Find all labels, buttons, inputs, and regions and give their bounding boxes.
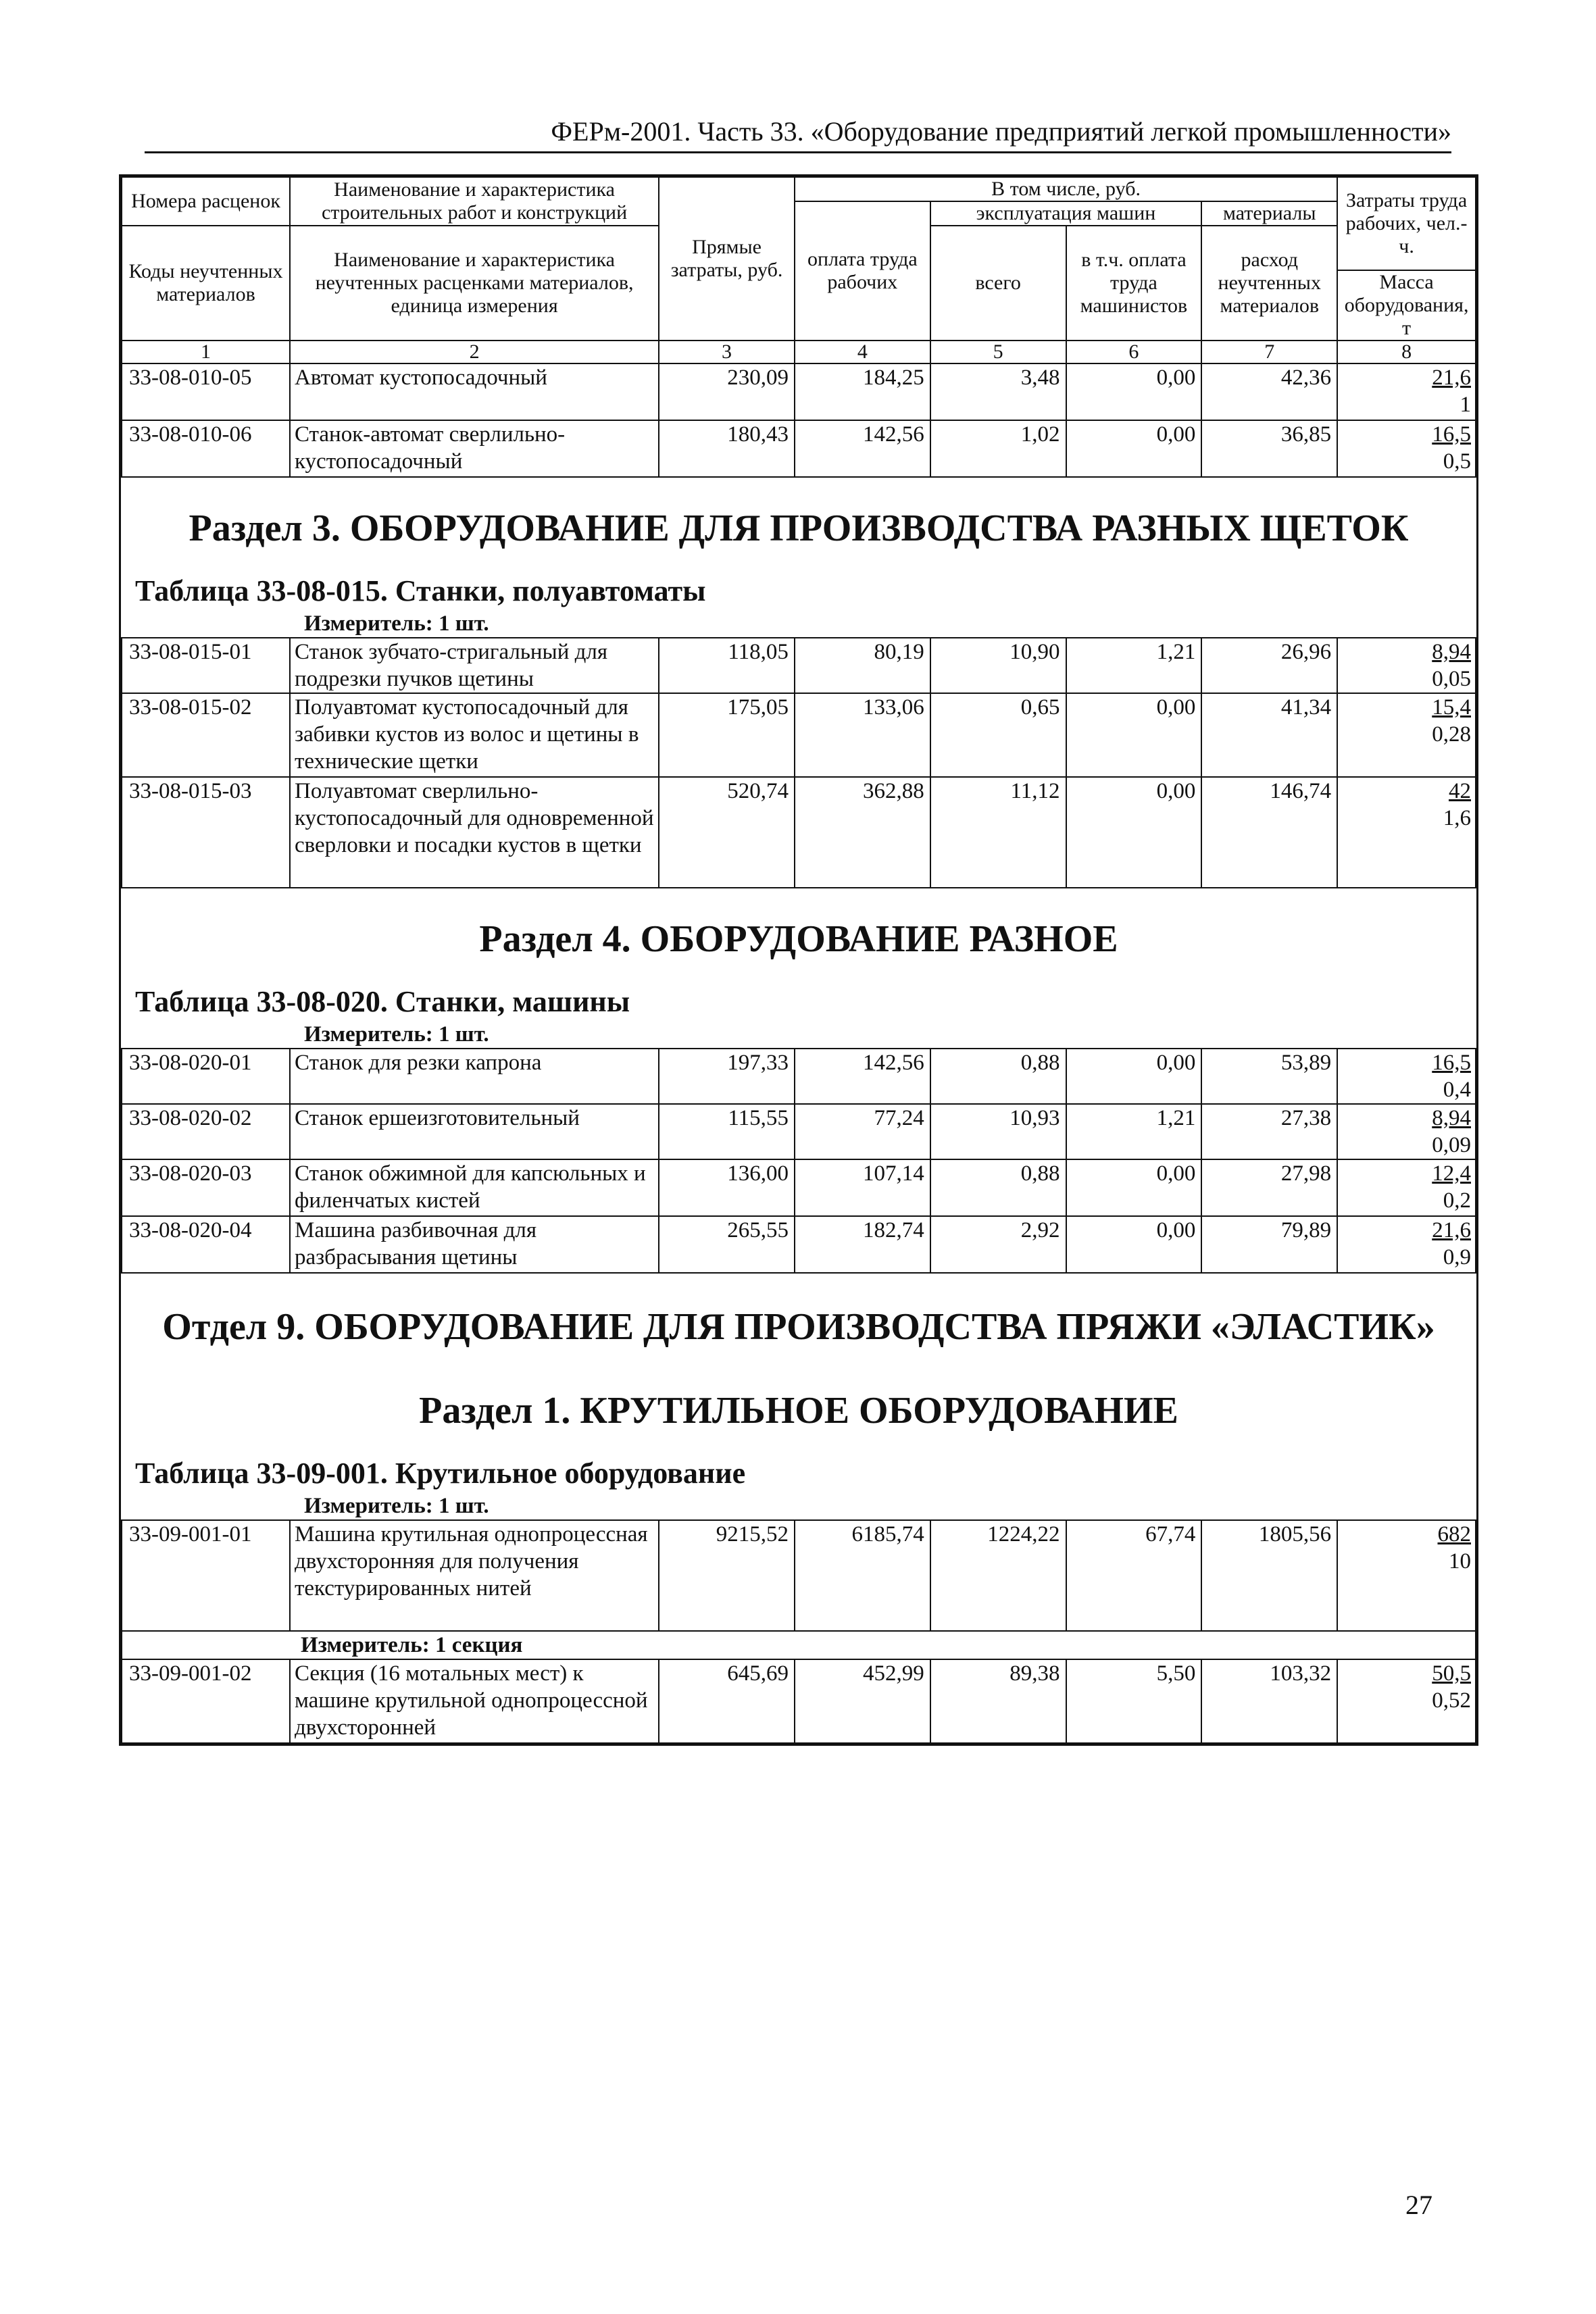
labor-hours: 21,6 (1432, 366, 1471, 390)
equipment-mass: 0,9 (1443, 1245, 1471, 1269)
work-name: Станок обжимной для капсюльных и филенчатых кистей (290, 1159, 659, 1216)
col-header-machines-total: всего (930, 226, 1066, 341)
machines-total: 0,88 (930, 1159, 1066, 1216)
page-number: 27 (1405, 2190, 1432, 2220)
labor-hours: 8,94 (1432, 1106, 1471, 1130)
materials: 27,38 (1201, 1104, 1337, 1159)
labor-mass-cell (1337, 363, 1476, 420)
rate-code: 33-09-001-02 (122, 1659, 290, 1743)
direct-costs: 136,00 (659, 1159, 795, 1216)
table-row (122, 420, 1476, 477)
labor-mass-cell (1337, 1520, 1476, 1631)
work-name: Автомат кустопосадочный (290, 363, 659, 420)
table-row (122, 1659, 1476, 1743)
labor-pay: 142,56 (795, 1049, 930, 1104)
labor-hours: 50,5 (1432, 1661, 1471, 1686)
labor-hours: 16,5 (1432, 1051, 1471, 1075)
work-name: Станок ершеизготовительный (290, 1104, 659, 1159)
section-3-title: Раздел 3. ОБОРУДОВАНИЕ ДЛЯ ПРОИЗВОДСТВА РАЗНЫХ ЩЕТОК (189, 507, 1409, 549)
machines-labor: 1,21 (1066, 638, 1202, 693)
labor-mass-cell (1337, 420, 1476, 477)
work-name: Секция (16 мотальных мест) к машине крутильной однопроцессной двухсторонней (290, 1659, 659, 1743)
direct-costs: 9215,52 (659, 1520, 795, 1631)
machines-total: 1,02 (930, 420, 1066, 477)
labor-hours: 15,4 (1432, 695, 1471, 720)
machines-total: 89,38 (930, 1659, 1066, 1743)
equipment-mass: 1,6 (1443, 806, 1471, 830)
unit-line: Измеритель: 1 шт. (304, 1494, 489, 1518)
labor-mass-cell (1337, 1104, 1476, 1159)
labor-pay: 107,14 (795, 1159, 930, 1216)
materials: 36,85 (1201, 420, 1337, 477)
col-header-labor-costs: Затраты труда рабочих, чел.-ч. (1337, 177, 1476, 270)
table-33-08-020-title: Таблица 33-08-020. Станки, машины (135, 985, 630, 1018)
materials: 1805,56 (1201, 1520, 1337, 1631)
machines-labor: 0,00 (1066, 1216, 1202, 1273)
labor-pay: 142,56 (795, 420, 930, 477)
column-number: 5 (930, 341, 1066, 363)
machines-total: 0,65 (930, 693, 1066, 777)
table-row (122, 1520, 1476, 1631)
column-number: 6 (1066, 341, 1202, 363)
machines-labor: 0,00 (1066, 1049, 1202, 1104)
labor-pay: 133,06 (795, 693, 930, 777)
machines-labor: 0,00 (1066, 777, 1202, 888)
direct-costs: 265,55 (659, 1216, 795, 1273)
materials: 41,34 (1201, 693, 1337, 777)
labor-pay: 77,24 (795, 1104, 930, 1159)
machines-total: 11,12 (930, 777, 1066, 888)
equipment-mass: 0,4 (1443, 1078, 1471, 1102)
materials: 26,96 (1201, 638, 1337, 693)
column-number: 1 (122, 341, 290, 363)
column-number: 2 (290, 341, 659, 363)
table-row (122, 1104, 1476, 1159)
machines-total: 10,90 (930, 638, 1066, 693)
col-header-machines: эксплуатация машин (930, 201, 1202, 226)
table-row (122, 777, 1476, 888)
labor-hours: 42 (1449, 779, 1471, 803)
work-name: Станок для резки капрона (290, 1049, 659, 1104)
labor-mass-cell (1337, 1216, 1476, 1273)
machines-labor: 0,00 (1066, 1159, 1202, 1216)
col-header-materials: материалы (1201, 201, 1337, 226)
rate-code: 33-08-015-01 (122, 638, 290, 693)
column-number: 8 (1337, 341, 1476, 363)
price-table (121, 176, 1476, 1744)
col-header-name-bottom: Наименование и характеристика неучтенных расценками материалов, единица измерения (290, 226, 659, 341)
column-number: 7 (1201, 341, 1337, 363)
column-number: 3 (659, 341, 795, 363)
equipment-mass: 0,28 (1432, 722, 1471, 747)
col-header-codes-top: Номера расценок (122, 177, 290, 226)
labor-hours: 21,6 (1432, 1218, 1471, 1242)
work-name: Машина разбивочная для разбрасывания щетины (290, 1216, 659, 1273)
labor-mass-cell (1337, 693, 1476, 777)
labor-mass-cell (1337, 777, 1476, 888)
labor-pay: 362,88 (795, 777, 930, 888)
col-header-direct-costs: Прямые затраты, руб. (659, 177, 795, 341)
dept9-section-1-title: Раздел 1. КРУТИЛЬНОЕ ОБОРУДОВАНИЕ (419, 1390, 1178, 1432)
table-row (122, 1049, 1476, 1104)
labor-pay: 452,99 (795, 1659, 930, 1743)
materials: 79,89 (1201, 1216, 1337, 1273)
equipment-mass: 0,05 (1432, 667, 1471, 691)
rate-code: 33-08-020-02 (122, 1104, 290, 1159)
rate-code: 33-09-001-01 (122, 1520, 290, 1631)
equipment-mass: 0,5 (1443, 449, 1471, 474)
department-9-title: Отдел 9. ОБОРУДОВАНИЕ ДЛЯ ПРОИЗВОДСТВА ПРЯЖИ «ЭЛАСТИК» (162, 1306, 1435, 1348)
labor-pay: 184,25 (795, 363, 930, 420)
running-header: ФЕРм-2001. Часть 33. «Оборудование предприятий легкой промышленности» (145, 115, 1451, 153)
direct-costs: 175,05 (659, 693, 795, 777)
direct-costs: 520,74 (659, 777, 795, 888)
col-header-mass: Масса оборудования, т (1337, 270, 1476, 341)
machines-labor: 67,74 (1066, 1520, 1202, 1631)
section-3-band (122, 477, 1476, 638)
machines-total: 2,92 (930, 1216, 1066, 1273)
rate-code: 33-08-020-04 (122, 1216, 290, 1273)
col-header-name-top: Наименование и характеристика строительных работ и конструкций (290, 177, 659, 226)
rate-code: 33-08-015-02 (122, 693, 290, 777)
unit-line: Измеритель: 1 секция (290, 1631, 1476, 1659)
rate-code: 33-08-015-03 (122, 777, 290, 888)
labor-mass-cell (1337, 1159, 1476, 1216)
machines-total: 1224,22 (930, 1520, 1066, 1631)
rate-code: 33-08-010-06 (122, 420, 290, 477)
direct-costs: 645,69 (659, 1659, 795, 1743)
unit-line: Измеритель: 1 шт. (304, 1022, 489, 1047)
unit-line: Измеритель: 1 шт. (304, 611, 489, 636)
equipment-mass: 0,09 (1432, 1133, 1471, 1157)
rate-code: 33-08-020-03 (122, 1159, 290, 1216)
table-row (122, 1159, 1476, 1216)
price-table-sheet (119, 174, 1478, 1746)
direct-costs: 197,33 (659, 1049, 795, 1104)
work-name: Полуавтомат сверлильно-кустопосадочный для одновременной сверловки и посадки кустов в щетки (290, 777, 659, 888)
equipment-mass: 1 (1460, 393, 1471, 417)
materials: 53,89 (1201, 1049, 1337, 1104)
col-header-codes-bottom: Коды неучтенных материалов (122, 226, 290, 341)
materials: 42,36 (1201, 363, 1337, 420)
direct-costs: 180,43 (659, 420, 795, 477)
materials: 103,32 (1201, 1659, 1337, 1743)
labor-pay: 6185,74 (795, 1520, 930, 1631)
work-name: Станок-автомат сверлильно-кустопосадочный (290, 420, 659, 477)
table-row (122, 363, 1476, 420)
labor-hours: 682 (1437, 1522, 1471, 1546)
labor-pay: 80,19 (795, 638, 930, 693)
equipment-mass: 10 (1449, 1549, 1471, 1574)
work-name: Полуавтомат кустопосадочный для забивки кустов из волос и щетины в технические щетки (290, 693, 659, 777)
department-9-band (122, 1273, 1476, 1520)
work-name: Станок зубчато-стригальный для подрезки пучков щетины (290, 638, 659, 693)
rate-code: 33-08-010-05 (122, 363, 290, 420)
table-33-08-015-title: Таблица 33-08-015. Станки, полуавтоматы (135, 574, 706, 607)
rate-code: 33-08-020-01 (122, 1049, 290, 1104)
direct-costs: 118,05 (659, 638, 795, 693)
col-header-materials-use: расход неучтенных материалов (1201, 226, 1337, 341)
direct-costs: 230,09 (659, 363, 795, 420)
machines-total: 3,48 (930, 363, 1066, 420)
column-numbers-row (122, 341, 1476, 363)
direct-costs: 115,55 (659, 1104, 795, 1159)
unit-row (122, 1631, 1476, 1659)
machines-labor: 0,00 (1066, 363, 1202, 420)
equipment-mass: 0,52 (1432, 1688, 1471, 1713)
labor-hours: 12,4 (1432, 1161, 1471, 1186)
machines-labor: 0,00 (1066, 693, 1202, 777)
machines-labor: 0,00 (1066, 420, 1202, 477)
machines-labor: 5,50 (1066, 1659, 1202, 1743)
labor-hours: 16,5 (1432, 422, 1471, 447)
section-4-band (122, 888, 1476, 1049)
machines-total: 10,93 (930, 1104, 1066, 1159)
labor-mass-cell (1337, 638, 1476, 693)
work-name: Машина крутильная однопроцессная двухсторонняя для получения текстурированных нитей (290, 1520, 659, 1631)
col-header-machines-labor: в т.ч. оплата труда машинистов (1066, 226, 1202, 341)
machines-total: 0,88 (930, 1049, 1066, 1104)
equipment-mass: 0,2 (1443, 1188, 1471, 1213)
machines-labor: 1,21 (1066, 1104, 1202, 1159)
labor-mass-cell (1337, 1049, 1476, 1104)
labor-mass-cell (1337, 1659, 1476, 1743)
table-row (122, 1216, 1476, 1273)
column-number: 4 (795, 341, 930, 363)
col-header-labor-pay: оплата труда рабочих (795, 201, 930, 341)
materials: 146,74 (1201, 777, 1337, 888)
labor-pay: 182,74 (795, 1216, 930, 1273)
table-row (122, 638, 1476, 693)
table-33-09-001-title: Таблица 33-09-001. Крутильное оборудование (135, 1457, 746, 1490)
materials: 27,98 (1201, 1159, 1337, 1216)
col-header-including: В том числе, руб. (795, 177, 1337, 201)
table-row (122, 693, 1476, 777)
labor-hours: 8,94 (1432, 640, 1471, 664)
section-4-title: Раздел 4. ОБОРУДОВАНИЕ РАЗНОЕ (479, 918, 1118, 960)
